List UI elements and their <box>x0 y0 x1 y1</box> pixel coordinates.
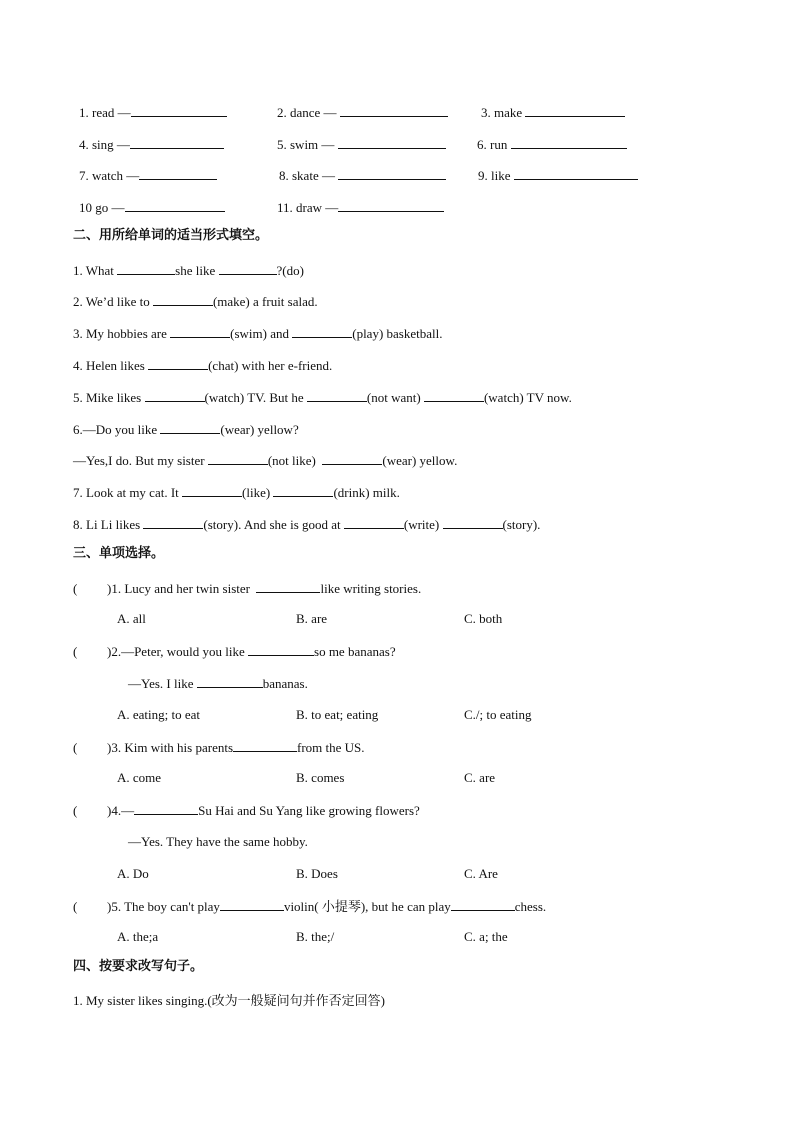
p3-q4-option-a[interactable]: A. Do <box>117 866 149 881</box>
answer-blank <box>256 580 320 593</box>
answer-blank[interactable] <box>160 421 220 434</box>
p2-question-1: 1. What she like ?(do) <box>73 263 304 278</box>
p3-q5-option-c[interactable]: C. a; the <box>464 929 508 944</box>
answer-blank[interactable] <box>292 325 352 338</box>
p3-q1-option-b[interactable]: B. are <box>296 611 328 626</box>
p3-question-4-reply: —Yes. They have the same hobby. <box>128 834 308 849</box>
p3-q1-option-c[interactable]: C. both <box>464 611 503 626</box>
answer-blank[interactable] <box>511 136 627 149</box>
answer-blank[interactable] <box>145 389 205 402</box>
answer-paren[interactable]: ( <box>73 740 78 755</box>
p1-item-6: 6. run <box>477 136 627 153</box>
p1-item-9: 9. like <box>478 167 638 184</box>
answer-blank <box>197 675 263 688</box>
section-heading-4: 四、按要求改写句子。 <box>73 959 204 974</box>
p2-question-2: 2. We’d like to (make) a fruit salad. <box>73 294 318 309</box>
answer-blank[interactable] <box>322 452 382 465</box>
p2-question-7: 7. Look at my cat. It (like) (drink) milk. <box>73 485 400 500</box>
p1-item-8: 8. skate — <box>279 167 446 184</box>
answer-blank[interactable] <box>130 136 224 149</box>
p1-item-7: 7. watch — <box>79 167 217 184</box>
answer-blank[interactable] <box>125 199 225 212</box>
answer-blank <box>233 739 297 752</box>
p3-question-2-reply: —Yes. I like bananas. <box>128 676 308 691</box>
answer-blank[interactable] <box>208 452 268 465</box>
p3-q4-option-c[interactable]: C. Are <box>464 866 498 881</box>
p2-question-8: 8. Li Li likes (story). And she is good at (write) (story). <box>73 517 541 532</box>
p3-question-2: ( )2.—Peter, would you like so me bananas? <box>73 644 396 659</box>
p3-question-4: ( )4.— Su Hai and Su Yang like growing flowers? <box>73 803 420 818</box>
section-heading-3: 三、单项选择。 <box>73 546 165 561</box>
p2-question-3: 3. My hobbies are (swim) and (play) basketball. <box>73 326 443 341</box>
answer-blank <box>134 802 198 815</box>
p2-question-6-reply: —Yes,I do. But my sister (not like) (wear) yellow. <box>73 453 458 468</box>
answer-blank[interactable] <box>170 325 230 338</box>
answer-blank <box>451 898 515 911</box>
p3-q2-option-a[interactable]: A. eating; to eat <box>117 707 201 722</box>
p3-q3-option-c[interactable]: C. are <box>464 770 496 785</box>
p3-question-1: ( )1. Lucy and her twin sister like writing stories. <box>73 581 422 596</box>
answer-blank[interactable] <box>182 484 242 497</box>
p3-q2-option-c[interactable]: C./; to eating <box>464 707 532 722</box>
section-heading-2: 二、用所给单词的适当形式填空。 <box>73 228 269 243</box>
answer-blank[interactable] <box>273 484 333 497</box>
p1-item-2: 2. dance — <box>277 104 448 121</box>
p2-question-6: 6.—Do you like (wear) yellow? <box>73 422 299 437</box>
p3-q2-option-b[interactable]: B. to eat; eating <box>296 707 379 722</box>
p3-q5-option-a[interactable]: A. the;a <box>117 929 159 944</box>
answer-blank[interactable] <box>443 516 503 529</box>
p3-question-5: ( )5. The boy can't play violin( 小提琴), but he can play chess. <box>73 899 547 914</box>
p3-q5-option-b[interactable]: B. the;/ <box>296 929 335 944</box>
p1-item-10: 10 go — <box>79 199 225 216</box>
answer-blank[interactable] <box>131 104 227 117</box>
answer-paren[interactable]: ( <box>73 803 78 818</box>
p1-item-11: 11. draw — <box>277 199 444 216</box>
answer-blank[interactable] <box>424 389 484 402</box>
p1-item-1: 1. read — <box>79 104 227 121</box>
answer-blank[interactable] <box>139 167 217 180</box>
answer-blank[interactable] <box>219 262 277 275</box>
answer-blank[interactable] <box>338 199 444 212</box>
p3-q1-option-a[interactable]: A. all <box>117 611 146 626</box>
answer-blank[interactable] <box>344 516 404 529</box>
answer-blank[interactable] <box>148 357 208 370</box>
answer-paren[interactable]: ( <box>73 644 78 659</box>
answer-paren[interactable]: ( <box>73 899 78 914</box>
p3-q3-option-b[interactable]: B. comes <box>296 770 345 785</box>
p4-question-1: 1. My sister likes singing.(改为一般疑问句并作否定回答) <box>73 993 385 1008</box>
p3-q4-option-b[interactable]: B. Does <box>296 866 338 881</box>
p3-q3-option-a[interactable]: A. come <box>117 770 162 785</box>
answer-blank[interactable] <box>338 136 446 149</box>
answer-blank[interactable] <box>117 262 175 275</box>
answer-blank <box>220 898 284 911</box>
answer-blank[interactable] <box>153 293 213 306</box>
answer-blank[interactable] <box>514 167 638 180</box>
answer-blank[interactable] <box>340 104 448 117</box>
answer-paren[interactable]: ( <box>73 581 78 596</box>
p3-question-3: ( )3. Kim with his parents from the US. <box>73 740 365 755</box>
p2-question-4: 4. Helen likes (chat) with her e-friend. <box>73 358 333 373</box>
answer-blank <box>248 643 314 656</box>
answer-blank[interactable] <box>525 104 625 117</box>
p1-item-4: 4. sing — <box>79 136 224 153</box>
answer-blank[interactable] <box>307 389 367 402</box>
p1-item-3: 3. make <box>481 104 625 121</box>
answer-blank[interactable] <box>143 516 203 529</box>
p1-item-5: 5. swim — <box>277 136 446 153</box>
p2-question-5: 5. Mike likes (watch) TV. But he (not want) (watch) TV now. <box>73 390 572 405</box>
answer-blank[interactable] <box>338 167 446 180</box>
